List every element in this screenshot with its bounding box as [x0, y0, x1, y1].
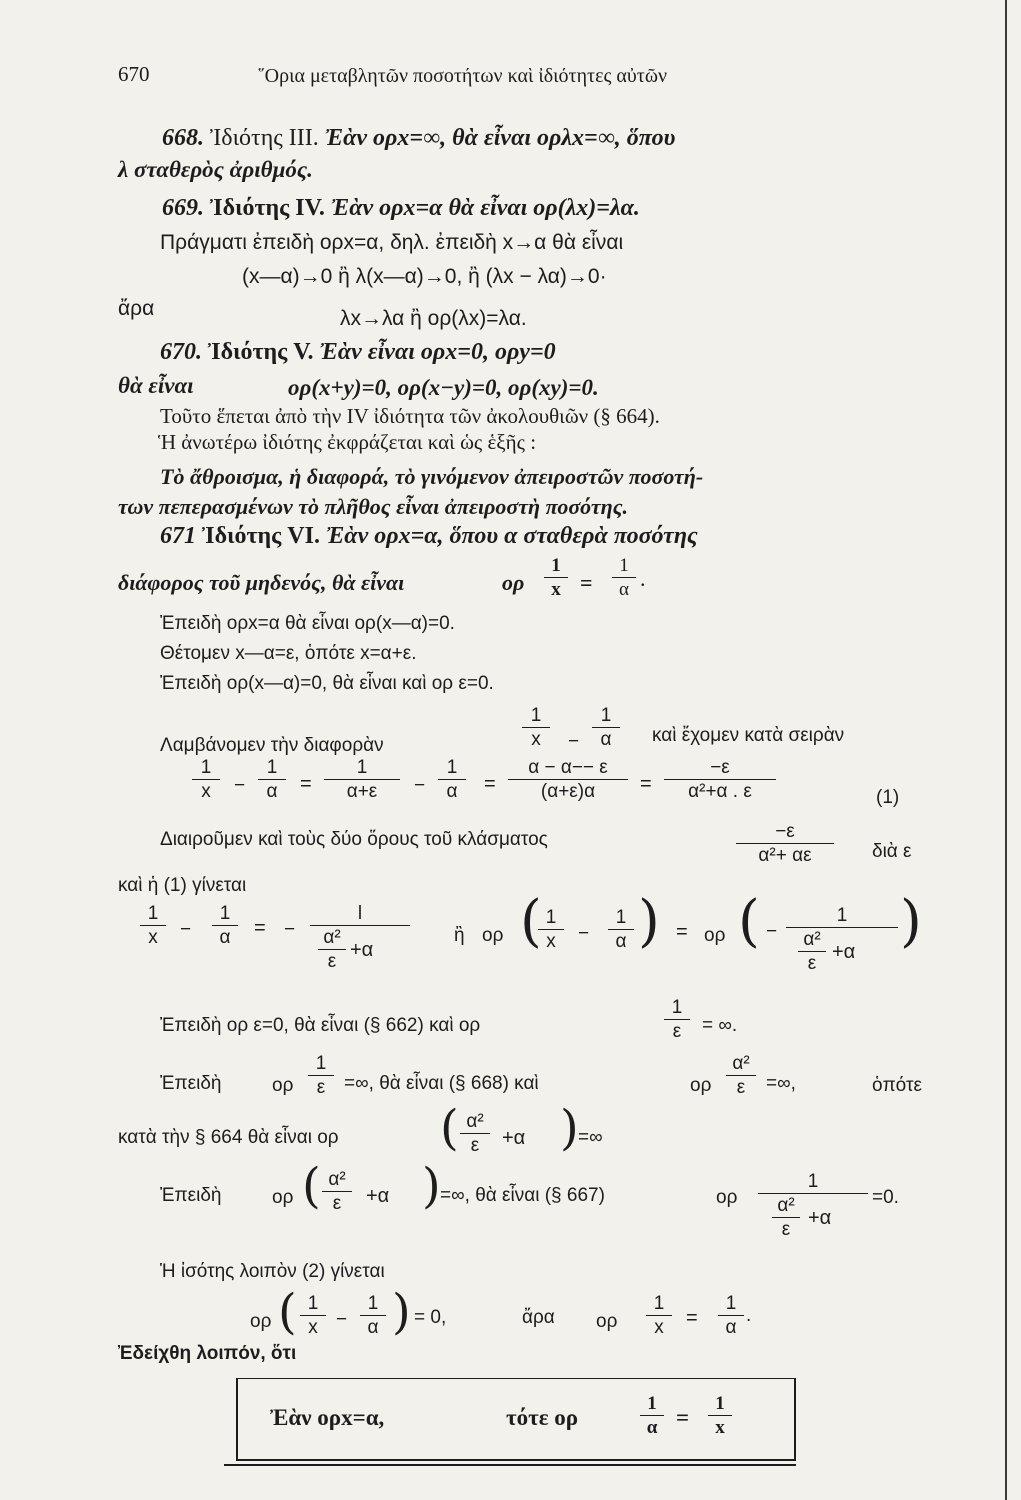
minus-sign: − [336, 1309, 348, 1330]
denominator: α [266, 781, 278, 802]
fraction [360, 1294, 386, 1337]
fraction [212, 904, 238, 947]
property-label: Ἰδιότης IV. [210, 195, 325, 221]
conclusion-text-b: τότε ορ [506, 1405, 579, 1430]
op-label: ορ [482, 925, 504, 946]
denominator: ε [470, 1135, 480, 1156]
sub-numerator: α² [803, 929, 821, 950]
numerator: α − α−− ε [528, 757, 608, 778]
denominator [786, 930, 898, 978]
statement-start: θὰ εἶναι [118, 373, 194, 398]
numerator: 1 [647, 1393, 657, 1414]
minus-sign: − [234, 775, 246, 796]
op-label: ορ [716, 1187, 738, 1208]
page-edge-line [1005, 0, 1007, 1500]
proof-line: καὶ ἔχομεν κατὰ σειρὰν [652, 725, 845, 746]
denominator: α+ε [346, 781, 378, 802]
numerator: 1 [836, 905, 848, 926]
paren-close: ) [422, 1158, 441, 1214]
fraction [736, 822, 834, 865]
section-number: 669. [162, 195, 204, 221]
numerator: −ε [710, 757, 730, 778]
section-670 [160, 340, 556, 364]
fraction [438, 758, 466, 801]
equals-sign: = [640, 773, 652, 795]
plus-a: +α [808, 1207, 832, 1229]
equals-sign: = [254, 917, 266, 939]
proof-line: Ἐπειδὴ ορ(x—α)=0, θὰ εἶναι καὶ ορ ε=0. [160, 673, 494, 694]
fraction [608, 908, 634, 951]
numerator: 1 [619, 555, 629, 576]
paren-open: ( [302, 1158, 321, 1214]
denominator: x [148, 927, 158, 948]
fraction [508, 758, 628, 801]
compound-fraction [786, 906, 898, 978]
numerator: 1 [446, 757, 458, 778]
property-statement-cont: λ σταθερὸς ἀριθμός. [118, 157, 313, 182]
text-line: διάφορος τοῦ μηδενός, θὰ εἶναι [118, 570, 405, 595]
numerator: α² [466, 1111, 484, 1132]
numerator: 1 [367, 1293, 379, 1314]
fraction [718, 1294, 744, 1337]
proof-line: =∞ [578, 1127, 603, 1148]
paren-close: ) [638, 889, 660, 954]
fraction [460, 1112, 490, 1155]
fraction [538, 908, 564, 951]
proof-line: Θέτομεν x—α=ε, ὁπότε x=α+ε. [160, 643, 417, 664]
proof-line: =∞, θὰ εἶναι (§ 668) καὶ [344, 1073, 539, 1094]
numerator: α² [328, 1169, 346, 1190]
text-line: Τὸ ἄθροισμα, ἡ διαφορά, τὸ γινόμενον ἀπειροστῶν ποσοτή- [160, 464, 704, 489]
fraction [308, 1054, 334, 1097]
paren-close: ) [392, 1284, 411, 1340]
proof-line: κατὰ τὴν § 664 θὰ εἶναι ορ [118, 1127, 339, 1148]
denominator: x [201, 781, 211, 802]
numerator: α² [732, 1053, 750, 1074]
or-word: ἢ [454, 925, 465, 946]
fraction [640, 1394, 664, 1437]
fraction [664, 998, 690, 1041]
conclusion-text-a: Ἐὰν ορx=α, [270, 1405, 385, 1430]
math-line: λx→λα ἢ ορ(λx)=λα. [340, 307, 527, 330]
denominator: x [654, 1317, 664, 1338]
fraction [324, 758, 400, 801]
property-label: Ἰδιότης V. [208, 339, 314, 365]
equation-label: (1) [876, 787, 900, 808]
numerator: 1 [600, 705, 612, 726]
sub-numerator: α² [777, 1195, 795, 1216]
proof-line: =0. [872, 1187, 899, 1208]
property-label: Ἰδιότης III. [210, 125, 319, 151]
numerator: 1 [725, 1293, 737, 1314]
proof-line: =∞, [766, 1073, 796, 1094]
paren-open: ( [440, 1100, 459, 1156]
numerator: 1 [219, 903, 231, 924]
denominator: α²+ αε [758, 845, 812, 866]
denominator: ε [332, 1193, 342, 1214]
op-label: ορ [272, 1187, 294, 1208]
numerator: 1 [551, 555, 561, 576]
compound-fraction [758, 1172, 868, 1244]
numerator: 1 [266, 757, 278, 778]
equals-sign: = [676, 921, 688, 943]
proof-line: Ἐπειδὴ ορx=α θὰ εἶναι ορ(x—α)=0. [160, 613, 455, 634]
numerator: 1 [615, 907, 627, 928]
section-671 [160, 524, 698, 548]
proof-line: καὶ ἡ (1) γίνεται [118, 875, 247, 896]
numerator: 1 [715, 1393, 725, 1414]
property-statement: Ἐὰν ορx=α θὰ εἶναι ορ(λx)=λα. [330, 195, 640, 221]
denominator: α [646, 1417, 658, 1438]
compound-fraction [310, 904, 410, 976]
property-label: Ἰδιότης VI. [202, 523, 320, 549]
fraction [140, 904, 166, 947]
numerator: 1 [653, 1293, 665, 1314]
denominator: (α+ε)α [540, 781, 596, 802]
text-line: Ἡ ἀνωτέρω ἰδιότης ἐκφράζεται καὶ ὡς ἑξῆς : [158, 430, 537, 454]
fraction [646, 1294, 672, 1337]
denominator: α [619, 579, 629, 600]
numerator: −ε [775, 821, 795, 842]
equals-sign: = [300, 773, 312, 795]
denominator: α [600, 729, 612, 750]
property-statement: Ἐὰν ορx=∞, θὰ εἶναι ορλx=∞, ὅπου [324, 125, 676, 151]
fraction [592, 706, 620, 749]
plus-a: +α [832, 941, 856, 963]
denominator: α [725, 1317, 737, 1338]
proof-line: διὰ ε [872, 841, 912, 862]
numerator: 1 [315, 1053, 327, 1074]
paren-open: ( [738, 889, 760, 954]
minus-sign: − [180, 919, 192, 940]
fraction [612, 556, 636, 599]
equals-sign: = [686, 1307, 698, 1329]
denominator: α [615, 931, 627, 952]
fraction [544, 556, 568, 599]
sub-numerator: α² [323, 927, 341, 948]
conclusion-underline [224, 1464, 796, 1466]
numerator: 1 [356, 757, 368, 778]
paren-open: ( [520, 889, 542, 954]
denominator: x [546, 931, 556, 952]
denominator: α²+α . ε [688, 781, 752, 802]
equals-sign: = [676, 1405, 690, 1430]
equals-sign: = [580, 570, 593, 595]
numerator: 1 [147, 903, 159, 924]
paren-close: ) [900, 889, 922, 954]
proof-line: =∞, θὰ εἶναι (§ 667) [440, 1185, 605, 1206]
numerator: 1 [307, 1293, 319, 1314]
op-label: ορ [596, 1311, 618, 1332]
numerator: 1 [530, 705, 542, 726]
denominator: ε [316, 1077, 326, 1098]
denominator: x [715, 1417, 725, 1438]
minus-sign: − [414, 775, 426, 796]
text-word: ἄρα [118, 297, 155, 320]
text-line: Πράγματι ἐπειδὴ ορx=α, δηλ. ἐπειδὴ x→α θὰ εἶναι [160, 231, 624, 254]
plus-a: +α [502, 1127, 526, 1149]
denominator: α [367, 1317, 379, 1338]
fraction [522, 706, 550, 749]
proof-line: Ἐπειδὴ [160, 1185, 222, 1206]
numerator: 1 [200, 757, 212, 778]
denominator: x [308, 1317, 318, 1338]
op-label: ορ [272, 1075, 294, 1096]
plus-a: +α [366, 1185, 390, 1207]
property-statement: Ἐὰν εἶναι ορx=0, ορy=0 [319, 339, 556, 365]
denominator: x [531, 729, 541, 750]
fraction [726, 1054, 756, 1097]
fraction [664, 758, 776, 801]
op-label: ορ [690, 1075, 712, 1096]
denominator: ε [672, 1021, 682, 1042]
proof-line: Ἐπειδὴ [160, 1073, 222, 1094]
running-title: ῞Ορια μεταβλητῶν ποσοτήτων καὶ ἰδιότητες αὐτῶν [258, 65, 668, 87]
fraction [708, 1394, 732, 1437]
numerator: l [357, 903, 363, 924]
text-line: των πεπερασμένων τὸ πλῆθος εἶναι ἀπειροστὴ ποσότης. [118, 494, 629, 519]
fraction [300, 1294, 326, 1337]
proof-line: Ἐδείχθη λοιπόν, ὅτι [118, 1343, 297, 1364]
text-line: Τοῦτο ἕπεται ἀπὸ τὴν IV ἰδιότητα τῶν ἀκολουθιῶν (§ 664). [160, 404, 660, 428]
proof-line: ἄρα [522, 1307, 555, 1328]
numerator: 1 [545, 907, 557, 928]
period: . [640, 566, 646, 591]
denominator: ε [736, 1077, 746, 1098]
denominator [758, 1196, 868, 1244]
denominator: α [446, 781, 458, 802]
minus-sign: − [568, 731, 580, 752]
proof-line: Ἐπειδὴ ορ ε=0, θὰ εἶναι (§ 662) καὶ ορ [160, 1015, 481, 1036]
proof-line: = 0, [414, 1307, 447, 1328]
paren-close: ) [560, 1100, 579, 1156]
math-line: ορ(x+y)=0, ορ(x−y)=0, ορ(xy)=0. [288, 375, 599, 400]
sub-denominator: ε [807, 953, 817, 974]
denominator: α [219, 927, 231, 948]
section-number: 668. [162, 125, 204, 151]
section-668 [162, 126, 675, 150]
fraction [192, 758, 220, 801]
property-statement: Ἐὰν ορx=α, ὅπου α σταθερὰ ποσότης [325, 523, 698, 549]
section-number: 671 [160, 523, 196, 549]
denominator: x [551, 579, 561, 600]
op-label: ορ [502, 570, 525, 595]
op-label: ορ [250, 1311, 272, 1332]
plus-a: +α [350, 939, 374, 961]
fraction [322, 1170, 352, 1213]
op-label: ορ [704, 925, 726, 946]
minus-sign: − [284, 919, 296, 940]
section-669 [162, 196, 640, 220]
sub-denominator: ε [327, 951, 337, 972]
sub-denominator: ε [781, 1219, 791, 1240]
proof-line: Ἡ ἰσότης λοιπὸν (2) γίνεται [160, 1261, 385, 1282]
page-number: 670 [118, 62, 150, 86]
proof-line: ὁπότε [872, 1075, 922, 1096]
math-line: (x—α)→0 ἢ λ(x—α)→0, ἢ (λx − λα)→0· [242, 265, 607, 288]
minus-sign: − [766, 921, 778, 942]
period: . [746, 1305, 752, 1326]
denominator [310, 928, 410, 976]
minus-sign: − [578, 923, 590, 944]
numerator: 1 [671, 997, 683, 1018]
equals-sign: = [484, 773, 496, 795]
fraction [258, 758, 286, 801]
section-number: 670. [160, 339, 202, 365]
proof-line: = ∞. [702, 1015, 738, 1036]
proof-line: Λαμβάνομεν τὴν διαφορὰν [160, 735, 384, 756]
proof-line: Διαιροῦμεν καὶ τοὺς δύο ὅρους τοῦ κλάσματος [160, 829, 548, 850]
numerator: 1 [807, 1171, 819, 1192]
paren-open: ( [278, 1284, 297, 1340]
